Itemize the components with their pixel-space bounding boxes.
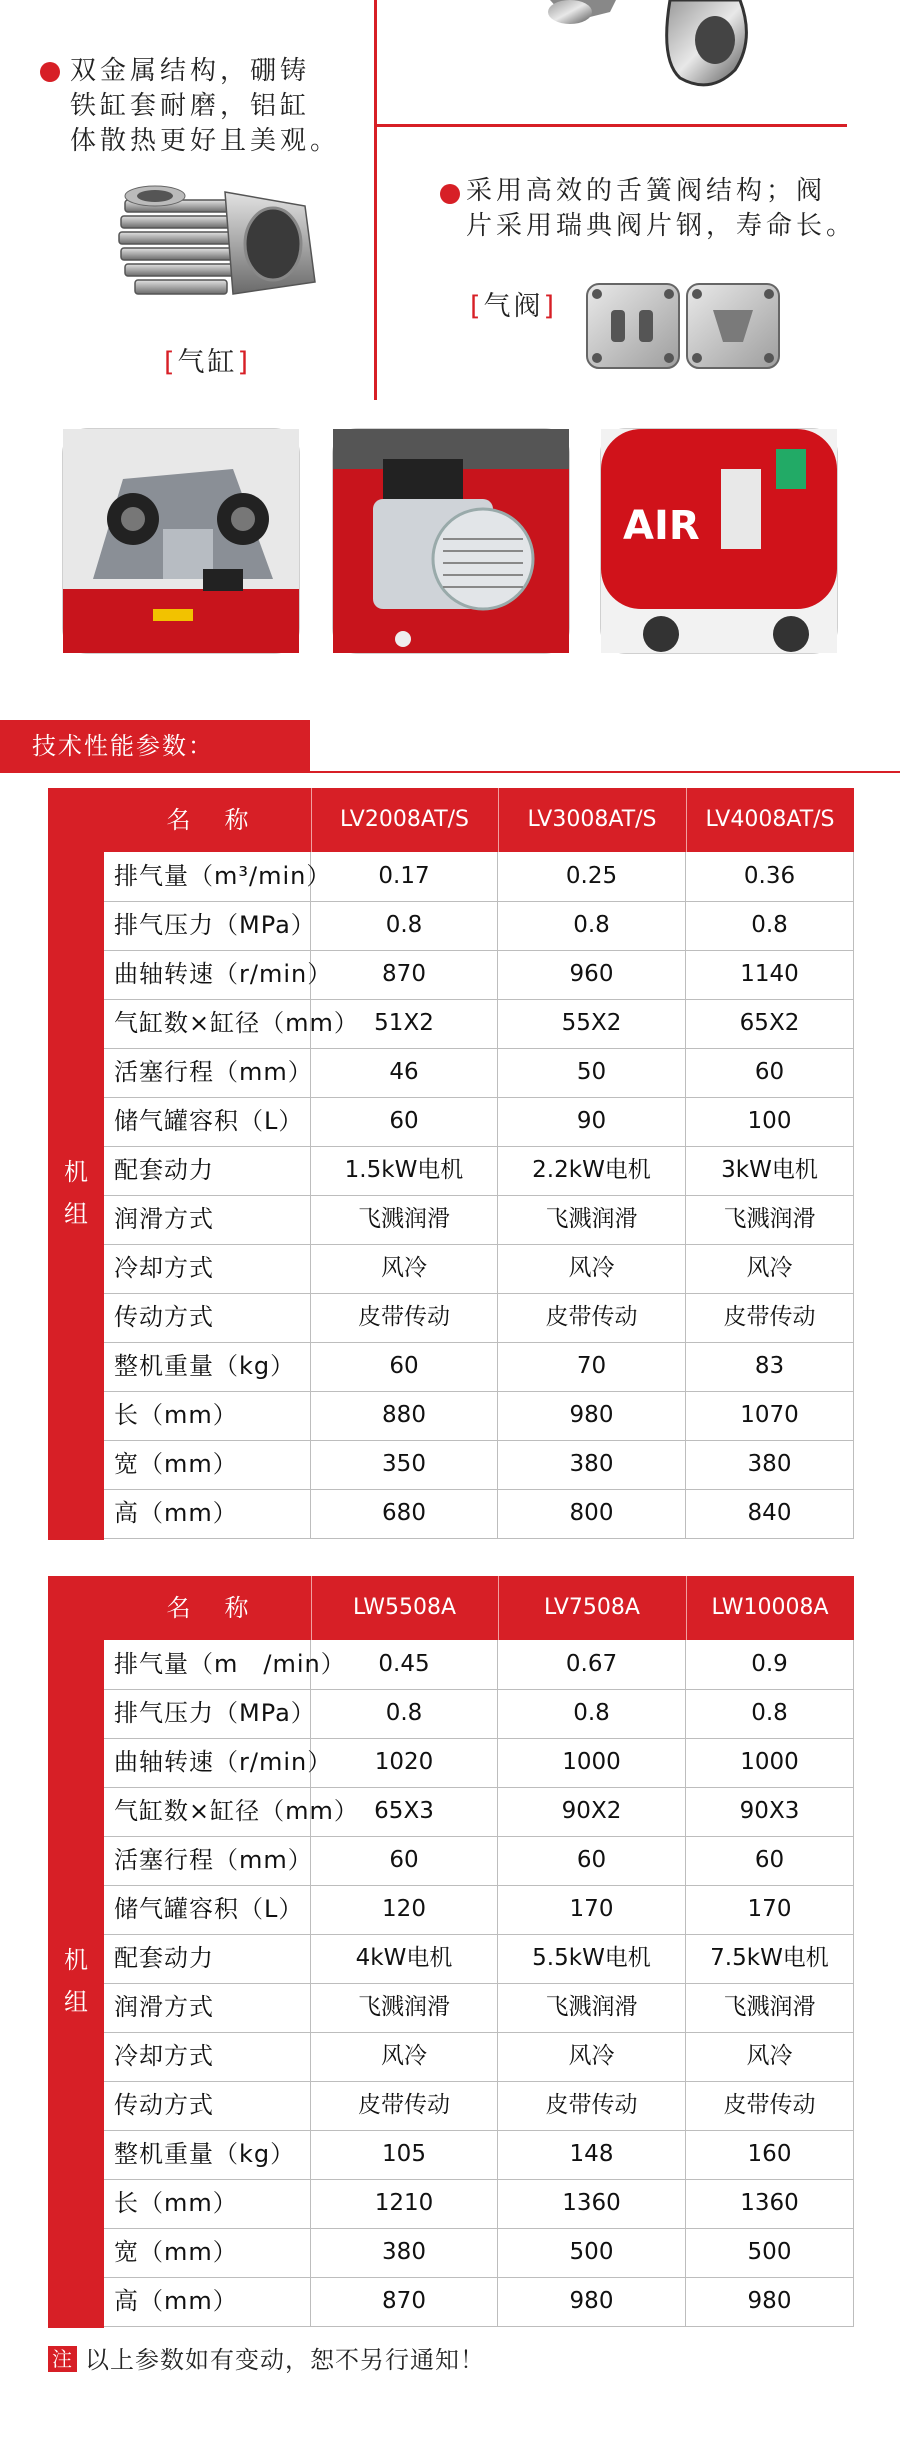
row-value: 380 — [311, 2228, 498, 2277]
row-value: 0.8 — [311, 901, 498, 950]
row-value: 980 — [498, 2277, 686, 2326]
row-label: 长（mm） — [104, 2179, 311, 2228]
row-value: 4kW电机 — [311, 1934, 498, 1983]
row-label: 配套动力 — [104, 1146, 311, 1195]
table-row — [104, 1391, 854, 1441]
header-model: LV4008AT/S — [705, 807, 835, 832]
table-row — [104, 2081, 854, 2131]
row-value: 60 — [686, 1048, 854, 1097]
row-value: 飞溅润滑 — [311, 1195, 498, 1244]
row-value: 100 — [686, 1097, 854, 1146]
row-label: 整机重量（kg） — [104, 2130, 311, 2179]
row-value: 83 — [686, 1342, 854, 1391]
row-value: 0.45 — [311, 1640, 498, 1689]
row-value: 0.36 — [686, 852, 854, 901]
row-value: 风冷 — [498, 2032, 686, 2081]
row-value: 1000 — [498, 1738, 686, 1787]
row-value: 0.9 — [686, 1640, 854, 1689]
row-label: 传动方式 — [104, 2081, 311, 2130]
row-label: 排气压力（MPa） — [104, 1689, 311, 1738]
row-label: 活塞行程（mm） — [104, 1836, 311, 1885]
row-value: 148 — [498, 2130, 686, 2179]
right-divider — [377, 124, 847, 127]
table-row — [104, 2130, 854, 2180]
row-value: 960 — [498, 950, 686, 999]
row-value: 皮带传动 — [311, 2081, 498, 2130]
table-row — [104, 1640, 854, 1690]
table-row — [104, 1489, 854, 1539]
row-value: 0.17 — [311, 852, 498, 901]
motor-photo — [332, 428, 570, 654]
table-row — [104, 1195, 854, 1245]
row-value: 60 — [311, 1836, 498, 1885]
row-value: 风冷 — [498, 1244, 686, 1293]
table-row — [104, 901, 854, 951]
cylinder-image — [115, 178, 325, 308]
row-value: 50 — [498, 1048, 686, 1097]
table-row — [104, 1440, 854, 1490]
row-value: 980 — [686, 2277, 854, 2326]
row-value: 0.8 — [686, 1689, 854, 1738]
center-divider — [374, 0, 377, 400]
note-badge: 注 — [48, 2346, 77, 2372]
row-label: 气缸数×缸径（mm） — [104, 1787, 311, 1836]
table-row — [104, 1983, 854, 2033]
row-value: 风冷 — [311, 2032, 498, 2081]
row-value: 1360 — [498, 2179, 686, 2228]
row-value: 65X2 — [686, 999, 854, 1048]
row-value: 风冷 — [686, 1244, 854, 1293]
table-row — [104, 2032, 854, 2082]
piston-image — [530, 0, 790, 100]
row-value: 1210 — [311, 2179, 498, 2228]
table-row — [104, 2179, 854, 2229]
row-label: 高（mm） — [104, 2277, 311, 2326]
row-value: 1140 — [686, 950, 854, 999]
row-value: 3kW电机 — [686, 1146, 854, 1195]
section-title: 技术性能参数： — [0, 720, 310, 772]
row-value: 0.8 — [686, 901, 854, 950]
row-value: 1360 — [686, 2179, 854, 2228]
side-label: 机 组 — [48, 1640, 104, 2328]
table-row — [104, 1146, 854, 1196]
row-value: 0.8 — [498, 1689, 686, 1738]
row-label: 传动方式 — [104, 1293, 311, 1342]
row-value: 65X3 — [311, 1787, 498, 1836]
row-label: 储气罐容积（L） — [104, 1885, 311, 1934]
row-value: 5.5kW电机 — [498, 1934, 686, 1983]
cylinder-tag: [气缸] — [164, 347, 252, 378]
row-value: 0.67 — [498, 1640, 686, 1689]
tank-brand-text: AIR — [623, 503, 700, 549]
row-value: 90X3 — [686, 1787, 854, 1836]
row-value: 90 — [498, 1097, 686, 1146]
row-label: 冷却方式 — [104, 1244, 311, 1293]
row-value: 120 — [311, 1885, 498, 1934]
row-value: 350 — [311, 1440, 498, 1489]
row-label: 配套动力 — [104, 1934, 311, 1983]
row-value: 皮带传动 — [311, 1293, 498, 1342]
row-value: 60 — [498, 1836, 686, 1885]
compressor-head-photo — [62, 428, 300, 654]
row-label: 曲轴转速（r/min） — [104, 1738, 311, 1787]
row-value: 1020 — [311, 1738, 498, 1787]
row-label: 长（mm） — [104, 1391, 311, 1440]
row-label: 活塞行程（mm） — [104, 1048, 311, 1097]
row-value: 46 — [311, 1048, 498, 1097]
row-label: 储气罐容积（L） — [104, 1097, 311, 1146]
table-row — [104, 2277, 854, 2327]
header-model: LW10008A — [711, 1595, 829, 1620]
row-value: 1070 — [686, 1391, 854, 1440]
tank-photo — [600, 428, 838, 654]
table-row — [104, 852, 854, 902]
row-value: 70 — [498, 1342, 686, 1391]
table-row — [104, 1244, 854, 1294]
note-text: 以上参数如有变动，恕不另行通知！ — [85, 2346, 485, 2374]
row-value: 7.5kW电机 — [686, 1934, 854, 1983]
row-label: 排气量（m³/min） — [104, 852, 311, 901]
row-value: 风冷 — [311, 1244, 498, 1293]
row-label: 整机重量（kg） — [104, 1342, 311, 1391]
row-value: 380 — [498, 1440, 686, 1489]
row-label: 曲轴转速（r/min） — [104, 950, 311, 999]
bullet-dot — [40, 62, 60, 82]
table-row — [104, 1885, 854, 1935]
valve-plate-image — [583, 280, 783, 372]
row-value: 皮带传动 — [686, 1293, 854, 1342]
row-value: 0.25 — [498, 852, 686, 901]
row-value: 500 — [686, 2228, 854, 2277]
table-row — [104, 950, 854, 1000]
side-label: 机 组 — [48, 852, 104, 1540]
footnote — [48, 2340, 485, 2375]
header-model: LV2008AT/S — [311, 788, 499, 852]
row-value: 500 — [498, 2228, 686, 2277]
table-row — [104, 1738, 854, 1788]
row-value: 皮带传动 — [498, 1293, 686, 1342]
row-value: 980 — [498, 1391, 686, 1440]
valve-feature-text: 采用高效的舌簧阀结构；阀 片采用瑞典阀片钢，寿命长。 — [466, 176, 857, 241]
row-value: 680 — [311, 1489, 498, 1538]
row-label: 宽（mm） — [104, 1440, 311, 1489]
row-value: 皮带传动 — [498, 2081, 686, 2130]
row-value: 380 — [686, 1440, 854, 1489]
row-value: 170 — [686, 1885, 854, 1934]
row-label: 排气量（m /min） — [104, 1640, 311, 1689]
table-row — [104, 2228, 854, 2278]
table-row — [104, 1787, 854, 1837]
row-value: 90X2 — [498, 1787, 686, 1836]
row-value: 风冷 — [686, 2032, 854, 2081]
row-value: 880 — [311, 1391, 498, 1440]
cylinder-feature-text: 双金属结构，硼铸 铁缸套耐磨，铝缸 体散热更好且美观。 — [70, 56, 341, 156]
header-model: LV7508A — [498, 1576, 687, 1640]
row-value: 飞溅润滑 — [686, 1195, 854, 1244]
header-name: 名称 — [104, 788, 312, 852]
table-row — [104, 1293, 854, 1343]
row-value: 皮带传动 — [686, 2081, 854, 2130]
row-value: 0.8 — [311, 1689, 498, 1738]
header-name: 名称 — [104, 1576, 312, 1640]
row-value: 0.8 — [498, 901, 686, 950]
header-model: LW5508A — [311, 1576, 499, 1640]
table-header — [48, 1576, 854, 1640]
row-value: 飞溅润滑 — [498, 1195, 686, 1244]
row-value: 51X2 — [311, 999, 498, 1048]
row-value: 840 — [686, 1489, 854, 1538]
row-value: 1.5kW电机 — [311, 1146, 498, 1195]
row-value: 170 — [498, 1885, 686, 1934]
row-value: 飞溅润滑 — [686, 1983, 854, 2032]
table-header — [48, 788, 854, 852]
section-rule — [0, 771, 900, 773]
row-value: 55X2 — [498, 999, 686, 1048]
table-row — [104, 1097, 854, 1147]
spec-table-2 — [48, 1576, 854, 2328]
row-value: 870 — [311, 950, 498, 999]
spec-table-1 — [48, 788, 854, 1540]
table-row — [104, 1689, 854, 1739]
row-value: 800 — [498, 1489, 686, 1538]
row-label: 气缸数×缸径（mm） — [104, 999, 311, 1048]
row-label: 排气压力（MPa） — [104, 901, 311, 950]
row-value: 飞溅润滑 — [498, 1983, 686, 2032]
bullet-dot — [440, 184, 460, 204]
row-value: 1000 — [686, 1738, 854, 1787]
row-label: 润滑方式 — [104, 1983, 311, 2032]
header-model: LV3008AT/S — [498, 788, 687, 852]
row-value: 160 — [686, 2130, 854, 2179]
row-value: 2.2kW电机 — [498, 1146, 686, 1195]
row-value: 105 — [311, 2130, 498, 2179]
table-row — [104, 1048, 854, 1098]
row-label: 高（mm） — [104, 1489, 311, 1538]
table-row — [104, 999, 854, 1049]
row-label: 冷却方式 — [104, 2032, 311, 2081]
row-value: 60 — [311, 1097, 498, 1146]
row-value: 飞溅润滑 — [311, 1983, 498, 2032]
table-row — [104, 1934, 854, 1984]
row-label: 润滑方式 — [104, 1195, 311, 1244]
valve-tag: [气阀] — [470, 291, 558, 322]
row-value: 870 — [311, 2277, 498, 2326]
table-row — [104, 1836, 854, 1886]
row-value: 60 — [686, 1836, 854, 1885]
row-value: 60 — [311, 1342, 498, 1391]
table-row — [104, 1342, 854, 1392]
row-label: 宽（mm） — [104, 2228, 311, 2277]
